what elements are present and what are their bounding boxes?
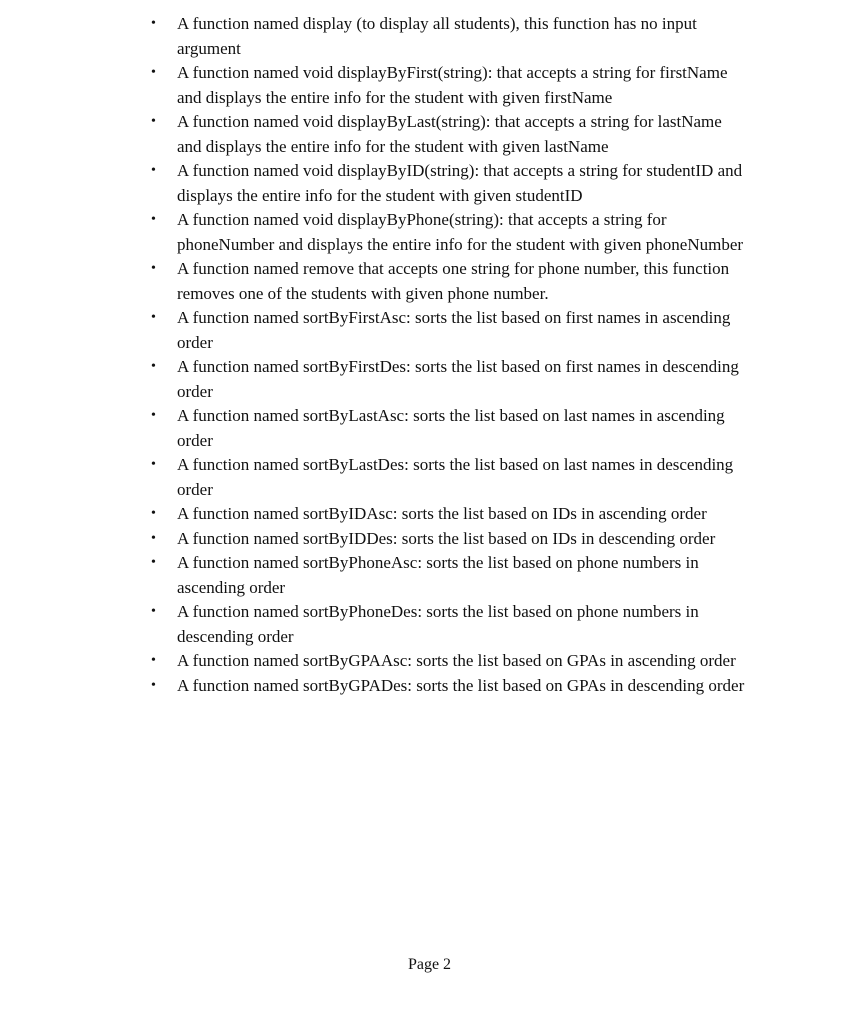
bullet-icon: •: [151, 677, 156, 693]
list-item: [148, 404, 748, 453]
bullet-icon: •: [151, 530, 156, 546]
bullet-icon: •: [151, 653, 156, 668]
list-item: [148, 674, 748, 699]
list-item-text: A function named sortByGPADes: sorts the list based on GPAs in descending order: [177, 675, 745, 695]
list-item: [148, 110, 748, 159]
bullet-icon: •: [151, 16, 156, 31]
list-item: [148, 527, 748, 552]
list-item: [148, 208, 748, 257]
function-bullet-list: [148, 12, 748, 698]
bullet-icon: •: [151, 261, 156, 276]
list-item-text: A function named sortByGPAAsc: sorts the list based on GPAs in ascending order: [177, 651, 736, 670]
list-item: [148, 355, 748, 404]
list-item: [148, 551, 748, 600]
list-item-text: A function named void displayByPhone(string): that accepts a string for phoneNumber and displays the entire info for the student with given phoneNumber: [177, 210, 744, 254]
list-item-text: A function named sortByLastDes: sorts the list based on last names in descending order: [177, 455, 734, 499]
list-item-text: A function named sortByFirstDes: sorts the list based on first names in descending order: [177, 357, 739, 401]
list-item: [148, 306, 748, 355]
list-item-text: A function named sortByPhoneAsc: sorts the list based on phone numbers in ascending order: [177, 553, 699, 597]
bullet-icon: •: [151, 212, 156, 227]
list-item: [148, 257, 748, 306]
list-item-text: A function named remove that accepts one string for phone number, this function removes one of the students with given phone number.: [177, 259, 730, 303]
list-item-text: A function named void displayByLast(string): that accepts a string for lastName and displays the entire info for the student with given lastName: [177, 112, 722, 156]
page-number: Page 2: [407, 956, 452, 973]
bullet-icon: •: [151, 114, 156, 129]
list-item: [148, 649, 748, 674]
bullet-icon: •: [151, 310, 156, 325]
list-item-text: A function named display (to display all students), this function has no input argument: [177, 14, 697, 58]
list-item: [148, 61, 748, 110]
bullet-icon: •: [151, 163, 156, 178]
list-item: [148, 12, 748, 61]
list-item-text: A function named sortByIDDes: sorts the list based on IDs in descending order: [177, 528, 716, 548]
list-item: [148, 453, 748, 502]
list-item: [148, 600, 748, 649]
list-item-text: A function named sortByIDAsc: sorts the list based on IDs in ascending order: [177, 504, 707, 523]
bullet-icon: •: [151, 555, 156, 570]
bullet-icon: •: [151, 359, 156, 374]
list-item-text: A function named sortByPhoneDes: sorts the list based on phone numbers in descending order: [177, 602, 699, 646]
bullet-icon: •: [151, 408, 156, 423]
bullet-icon: •: [151, 65, 156, 80]
bullet-icon: •: [151, 506, 156, 521]
list-item-text: A function named void displayByID(string): that accepts a string for studentID and displays the entire info for the student with given studentID: [177, 161, 743, 205]
list-item-text: A function named sortByFirstAsc: sorts the list based on first names in ascending order: [177, 308, 731, 352]
list-item: [148, 159, 748, 208]
bullet-icon: •: [151, 457, 156, 472]
bullet-icon: •: [151, 604, 156, 619]
list-item-text: A function named void displayByFirst(string): that accepts a string for firstName and displays the entire info for the student with given firstName: [177, 63, 728, 107]
list-item: [148, 502, 748, 527]
list-item-text: A function named sortByLastAsc: sorts the list based on last names in ascending order: [177, 406, 725, 450]
